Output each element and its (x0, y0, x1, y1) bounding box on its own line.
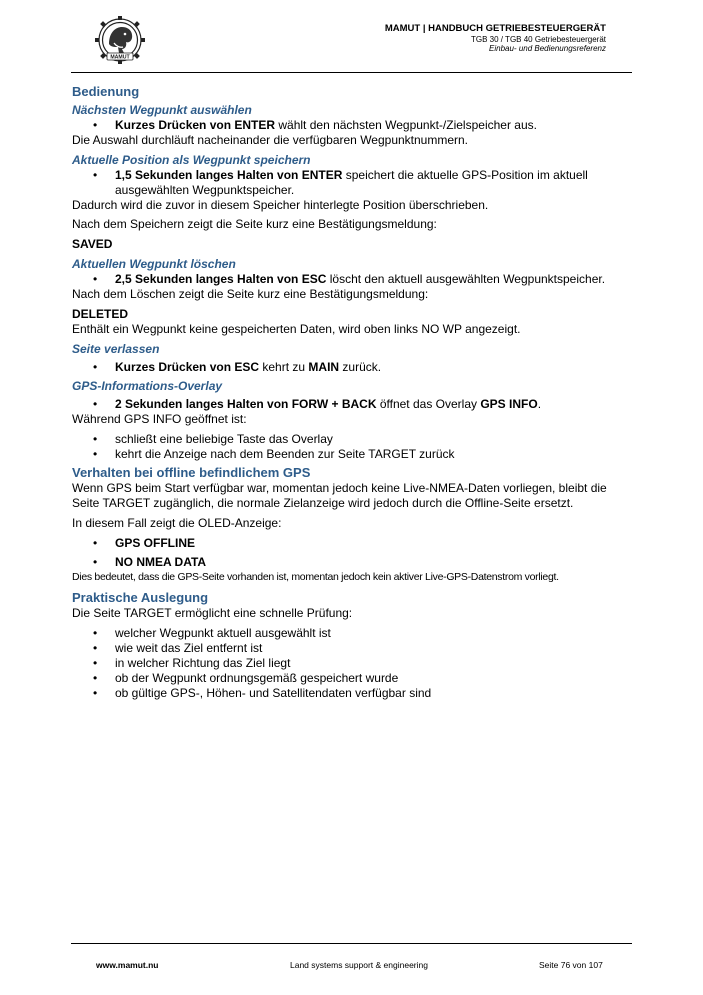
paragraph: Während GPS INFO geöffnet ist: (72, 412, 247, 426)
list-gps-overlay (72, 397, 628, 412)
paragraph: Nach dem Speichern zeigt die Seite kurz eine Bestätigungsmeldung: (72, 217, 437, 231)
list-item: • NO NMEA DATA (72, 555, 628, 570)
paragraph: Dadurch wird die zuvor in diesem Speicher hinterlegte Position überschrieben. (72, 198, 489, 212)
list-item: • schließt eine beliebige Taste das Overlay (72, 432, 628, 447)
list-item: • in welcher Richtung das Ziel liegt (72, 656, 628, 671)
heading-offline-gps: Verhalten bei offline befindlichem GPS (72, 465, 311, 480)
list-leave-page (72, 360, 628, 375)
paragraph: Die Seite TARGET ermöglicht eine schnelle Prüfung: (72, 606, 353, 620)
subheading-save-waypoint: Aktuelle Position als Wegpunkt speichern (72, 153, 311, 167)
paragraph: Enthält ein Wegpunkt keine gespeicherten Daten, wird oben links NO WP angezeigt. (72, 322, 521, 336)
list-item: • Kurzes Drücken von ENTER wählt den nächsten Wegpunkt-/Zielspeicher aus. (72, 118, 628, 133)
list-oled-display (72, 536, 628, 570)
header-divider (71, 72, 632, 73)
list-item: • wie weit das Ziel entfernt ist (72, 641, 628, 656)
list-delete-waypoint (72, 272, 628, 287)
document-header (385, 24, 606, 53)
list-target-checks (72, 626, 628, 701)
footer-tagline: Land systems support & engineering (290, 960, 428, 970)
list-item: • ob der Wegpunkt ordnungsgemäß gespeichert wurde (72, 671, 628, 686)
page-number: Seite 76 von 107 (539, 960, 603, 970)
list-item: • 2 Sekunden langes Halten von FORW + BACK öffnet das Overlay GPS INFO. (72, 397, 628, 412)
list-item: • Kurzes Drücken von ESC kehrt zu MAIN zurück. (72, 360, 628, 375)
list-save-waypoint (72, 168, 628, 198)
subheading-gps-overlay: GPS-Informations-Overlay (72, 379, 223, 393)
confirmation-deleted: DELETED (72, 307, 129, 321)
paragraph: In diesem Fall zeigt die OLED-Anzeige: (72, 516, 282, 530)
list-item: • GPS OFFLINE (72, 536, 628, 551)
list-gps-info-behaviour (72, 432, 628, 462)
list-item: • welcher Wegpunkt aktuell ausgewählt ist (72, 626, 628, 641)
footer-website-link[interactable]: www.mamut.nu (96, 960, 159, 970)
subheading-leave-page: Seite verlassen (72, 342, 160, 356)
company-logo (94, 16, 146, 64)
list-item: • 2,5 Sekunden langes Halten von ESC löscht den aktuell ausgewählten Wegpunktspeicher. (72, 272, 628, 287)
subheading-delete-waypoint: Aktuellen Wegpunkt löschen (72, 257, 236, 271)
list-item: • ob gültige GPS-, Höhen- und Satellitendaten verfügbar sind (72, 686, 628, 701)
list-item: • 1,5 Sekunden langes Halten von ENTER speichert die aktuelle GPS-Position im aktuell ausgewählten Wegpunktspeicher. (72, 168, 628, 198)
paragraph: Wenn GPS beim Start verfügbar war, momentan jedoch keine Live-NMEA-Daten vorliegen, bleibt die Seite TARGET zugänglich, die normale Zielanzeige wird jedoch durch die Offline-Seite ersetzt. (72, 481, 607, 510)
list-next-waypoint (72, 118, 628, 133)
confirmation-saved: SAVED (72, 237, 113, 251)
footer-divider (71, 943, 632, 944)
heading-bedienung: Bedienung (72, 84, 140, 99)
offline-note: Dies bedeutet, dass die GPS-Seite vorhanden ist, momentan jedoch kein aktiver Live-GPS-Datenstrom vorliegt. (72, 571, 559, 583)
paragraph: Die Auswahl durchläuft nacheinander die verfügbaren Wegpunktnummern. (72, 133, 469, 147)
list-item: • kehrt die Anzeige nach dem Beenden zur Seite TARGET zurück (72, 447, 628, 462)
document-subtitle: TGB 30 / TGB 40 Getriebesteuergerät (470, 34, 606, 44)
page-content (72, 84, 628, 701)
subheading-next-waypoint: Nächsten Wegpunkt auswählen (72, 103, 252, 117)
heading-practical: Praktische Auslegung (72, 590, 209, 605)
document-title: MAMUT | HANDBUCH GETRIEBESTEUERGERÄT (384, 23, 606, 34)
document-subtitle-2: Einbau- und Bedienungsreferenz (489, 44, 606, 54)
logo-text: MAMUT (110, 54, 130, 61)
paragraph: Nach dem Löschen zeigt die Seite kurz eine Bestätigungsmeldung: (72, 287, 429, 301)
